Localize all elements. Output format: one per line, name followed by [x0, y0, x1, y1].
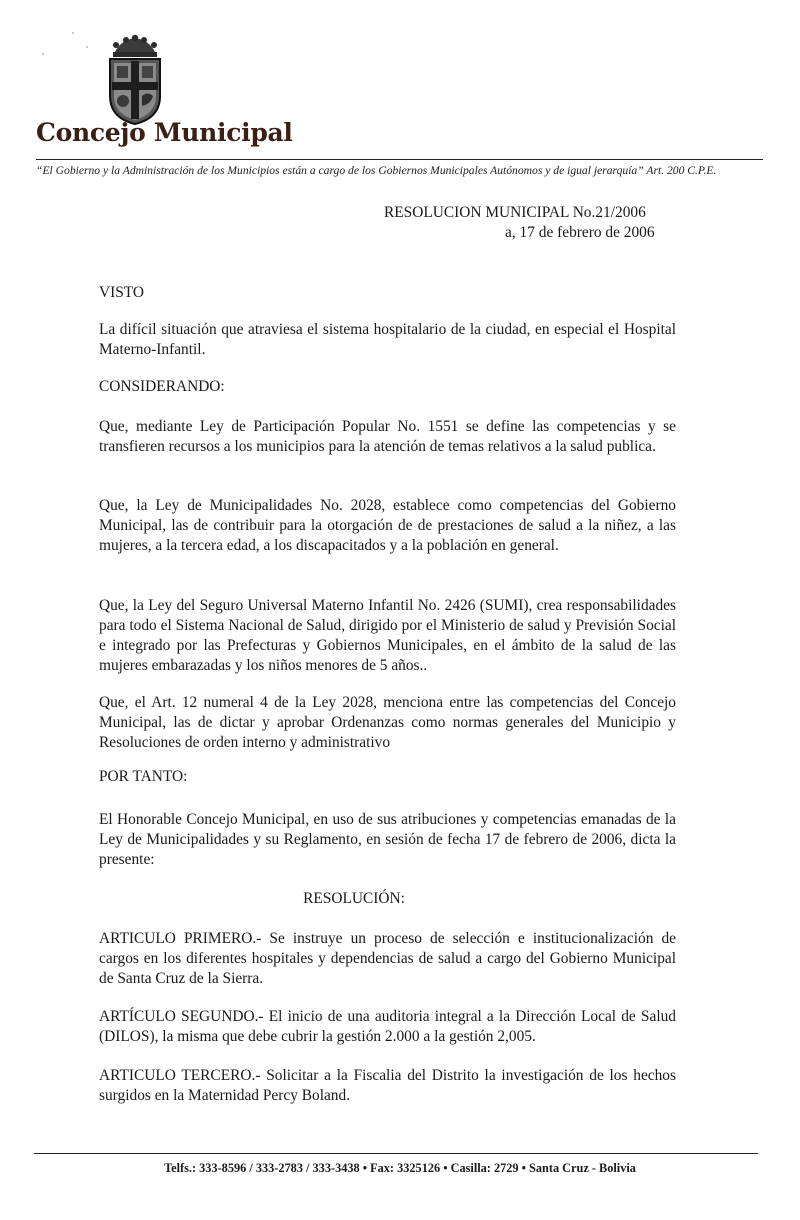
footer-divider [34, 1153, 758, 1154]
scan-speck [86, 46, 88, 48]
considerando-heading: CONSIDERANDO: [99, 378, 225, 395]
article-tercero: ARTICULO TERCERO.- Solicitar a la Fiscalia del Distrito la investigación de los hechos surgidos en la Maternidad Percy Boland. [99, 1067, 676, 1104]
considerando-paragraph: Que, la Ley de Municipalidades No. 2028, establece como competencias del Gobierno Municipal, las de contribuir para la otorgación de de prestaciones de salud a la niñez, a las mujeres, a la tercera edad, a los discapacitados y a la población en general. [99, 497, 676, 554]
header-divider [36, 159, 763, 160]
considerando-paragraph: Que, el Art. 12 numeral 4 de la Ley 2028, menciona entre las competencias del Concejo Municipal, las de dictar y aprobar Ordenanzas como normas generales del Municipio y Resoluciones de orden interno y administrativo [99, 694, 676, 751]
organization-name: Concejo Municipal [36, 118, 293, 147]
coat-of-arms-icon [100, 34, 170, 126]
article-primero: ARTICULO PRIMERO.- Se instruye un proceso de selección e institucionalización de cargos en los diferentes hospitales y dependencias de salud a cargo del Gobierno Municipal de Santa Cruz de la Sierra. [99, 930, 676, 987]
resolucion-heading: RESOLUCIÓN: [303, 890, 405, 907]
article-segundo: ARTÍCULO SEGUNDO.- El inicio de una auditoria integral a la Dirección Local de Salud (DILOS), la misma que debe cubrir la gestión 2.000 a la gestión 2,005. [99, 1008, 676, 1045]
visto-heading: VISTO [99, 284, 145, 301]
scan-speck [42, 53, 44, 55]
resolution-date: a, 17 de febrero de 2006 [505, 224, 655, 241]
resolution-number: RESOLUCION MUNICIPAL No.21/2006 [384, 204, 646, 221]
considerando-paragraph: Que, la Ley del Seguro Universal Materno Infantil No. 2426 (SUMI), crea responsabilidades para todo el Sistema Nacional de Salud, dirigido por el Ministerio de salud y Previsión Social e integrado por las Prefecturas y Gobiernos Municipales, en el ámbito de la salud de las mujeres embarazadas y los niños menores de 5 años.. [99, 597, 676, 674]
footer-contact: Telfs.: 333-8596 / 333-2783 / 333-3438 • Fax: 3325126 • Casilla: 2729 • Santa Cruz - Bolivia [164, 1161, 636, 1175]
scan-speck [72, 32, 74, 34]
visto-text: La difícil situación que atraviesa el sistema hospitalario de la ciudad, en especial el Hospital Materno-Infantil. [99, 321, 676, 358]
por-tanto-heading: POR TANTO: [99, 768, 188, 785]
considerando-paragraph: Que, mediante Ley de Participación Popular No. 1551 se define las competencias y se transfieren recursos a los municipios para la atención de temas relativos a la salud publica. [99, 418, 676, 455]
por-tanto-text: El Honorable Concejo Municipal, en uso de sus atribuciones y competencias emanadas de la Ley de Municipalidades y su Reglamento, en sesión de fecha 17 de febrero de 2006, dicta la presente: [99, 811, 676, 868]
motto-quote: “El Gobierno y la Administración de los Municipios están a cargo de los Gobiernos Municipales Autónomos y de igual jerarquía” Art. 200 C.P.E. [36, 164, 717, 177]
